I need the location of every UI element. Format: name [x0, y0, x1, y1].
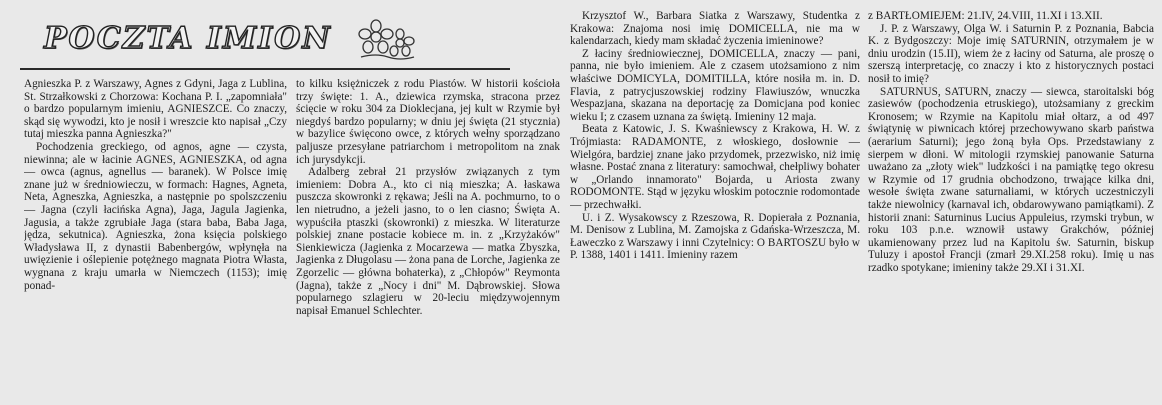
flower-ornament-icon: [356, 17, 418, 61]
paragraph: J. P. z Warszawy, Olga W. i Saturnin P. z Poznania, Babcia K. z Bydgoszczy: Moje imię SATURNIN, otrzymałem je w dniu urodzin (15.II), wiem że z łaciny od Saturna, ale proszę o szerszą interpretację, co znaczy i kto z historycznych postaci nosił to imię?: [868, 22, 1154, 85]
paragraph: SATURNUS, SATURN, znaczy — siewca, staroitalski bóg zasiewów (pochodzenia etruskiego), utożsamiany z greckim Kronosem; w Rzymie na Kapitolu miał ołtarz, a od 497 świątynię w piwnicach której przechowywano skarb państwa (aerarium Saturni); jego żoną była Ops. Przedstawiany z sierpem w dłoni. W mitologii rzymskiej panowanie Saturna uważano za „złoty wiek" ludzkości i na pamiątkę tego okresu w Rzymie od 17 grudnia obchodzono, trwające kilka dni, wesołe święta zwane saturnaliami, w których uczestniczyli także niewolnicy (karnaval ich, obdarowywano pamiątkami). Z historii znani: Saturninus Lucius Appuleius, rzymski trybun, w roku 103 p.n.e. wznowił ustawy Grakchów, później ukamienowany przez lud na Kapitolu św. Saturnin, biskup Tuluzy i apostoł Francji (zmarł 29.XI.258 roku). Imię u nas rzadko spotykane; imieniny także 29.XI i 31.XI.: [868, 85, 1154, 274]
paragraph: to kilku księżniczek z rodu Piastów. W historii kościoła trzy święte: 1. A., dziewica rzymska, stracona przez ścięcie w roku 304 za Dioklecjana, jej kult w Rzymie był niegdyś bardzo popularny; w dniu jej święta (21 stycznia) w bazylice święcono owce, z których wełny sporządzano paljusze przesyłane patriarchom i metropolitom na znak ich jurysdykcji.: [296, 78, 560, 166]
column-title-logo: POCZTA IMION: [44, 21, 332, 56]
paragraph: Pochodzenia greckiego, od agnos, agne — czysta, niewinna; ale w łacinie AGNES, AGNIESZKA, od agna — owca (agnus, agnellus — baranek). W Polsce imię znane już w średniowieczu, w formach: Hagnes, Agneta, Neta, Agneszka, Agnieszka, a następnie po spolszczeniu — Jagna (czyli łacińska Agna), Jaga, Jagula Jagienka, Jagusia, a także zgrubiałe Jaga (stara baba, Baba Jaga, jędza, sekutnica). Agnieszka, żona księcia polskiego Władysława II, z dynastii Babenbergów, wpłynęła na uwięzienie i oślepienie potężnego magnata Piotra Własta, wygnana z kraju umarła w Niemczech (1153); imię ponad-: [24, 140, 287, 292]
text-column-3: [570, 10, 860, 400]
header-divider: [20, 68, 510, 70]
paragraph: Agnieszka P. z Warszawy, Agnes z Gdyni, Jaga z Lublina, St. Strzałkowski z Chorzowa: Kochana P. I. „zapomniała" o bardzo popularnym imieniu, AGNIESZCE. Co znaczy, skąd się wywodzi, kto je nosił i wreszcie kto napisał „Czy tutaj mieszka panna Agnieszka?": [24, 78, 287, 141]
column-header: [10, 10, 515, 68]
text-column-2: [296, 78, 560, 400]
paragraph: z BARTŁOMIEJEM: 21.IV, 24.VIII, 11.XI i 13.XII.: [868, 10, 1103, 22]
paragraph: U. i Z. Wysakowscy z Rzeszowa, R. Dopierała z Poznania, M. Denisow z Lublina, M. Zamojska z Gdańska-Wrzeszcza, M. Ławeczko z Warszawy i inni Czytelnicy: O BARTOSZU było w P. 1388, 1401 i 1411. Imieniny razem: [570, 211, 860, 262]
text-column-4: [868, 10, 1154, 400]
paragraph: Krzysztof W., Barbara Siatka z Warszawy, Studentka z Krakowa: Znajoma nosi imię DOMICELLA, nie ma w kalendarzach, kiedy mam składać życzenia imieninowe?: [570, 10, 860, 48]
paragraph: Beata z Katowic, J. S. Kwaśniewscy z Krakowa, H. W. z Trójmiasta: RADAMONTE, z włoskiego, dosłownie — Wielgóra, bardziej znane jako przydomek, przezwisko, niż imię własne. Postać znana z literatury: samochwał, chełpliwy bohater w „Orlando innamorato" Bojarda, u Ariosta zwany RODOMONTE. Stąd w języku włoskim potocznie rodomontade — przechwałki.: [570, 123, 860, 211]
paragraph: Z łaciny średniowiecznej, DOMICELLA, znaczy — pani, panna, nie było imieniem. Ale z czasem utożsamiono z nim właściwe DOMICYLA, DOMITILLA, które nosiła m. in. D. Flavia, z patrycjuszowskiej rodziny Flawiuszów, wnuczka Wespazjana, skazana na deportację za Domicjana pod koniec wieku I; z czasem uznana za świętą. Imieniny 12 maja.: [570, 47, 860, 123]
text-column-1: [24, 78, 287, 400]
paragraph: Adalberg zebrał 21 przysłów związanych z tym imieniem: Dobra A., kto ci nią mieszka; A. łaskawa puszcza skowronki z rękawa; Jeśli na A. pochmurno, to o len nietrudno, a jeżeli jasno, to o len ciasno; Święta A. wypuściła ptaszki (skowronki) z mieszka. W literaturze polskiej znane postacie kobiece m. in. z „Krzyżaków" Sienkiewicza (Jagienka z Mocarzewa — matka Zbyszka, Jagienka z Długolasu — żona pana de Lorche, Jagienka ze Zgorzelic — główna bohaterka), z „Chłopów" Reymonta (Jagna), także z „Nocy i dni" M. Dąbrowskiej. Słowa popularnego szlagieru w 20-leciu międzywojennym napisał Emanuel Schlechter.: [296, 166, 560, 317]
